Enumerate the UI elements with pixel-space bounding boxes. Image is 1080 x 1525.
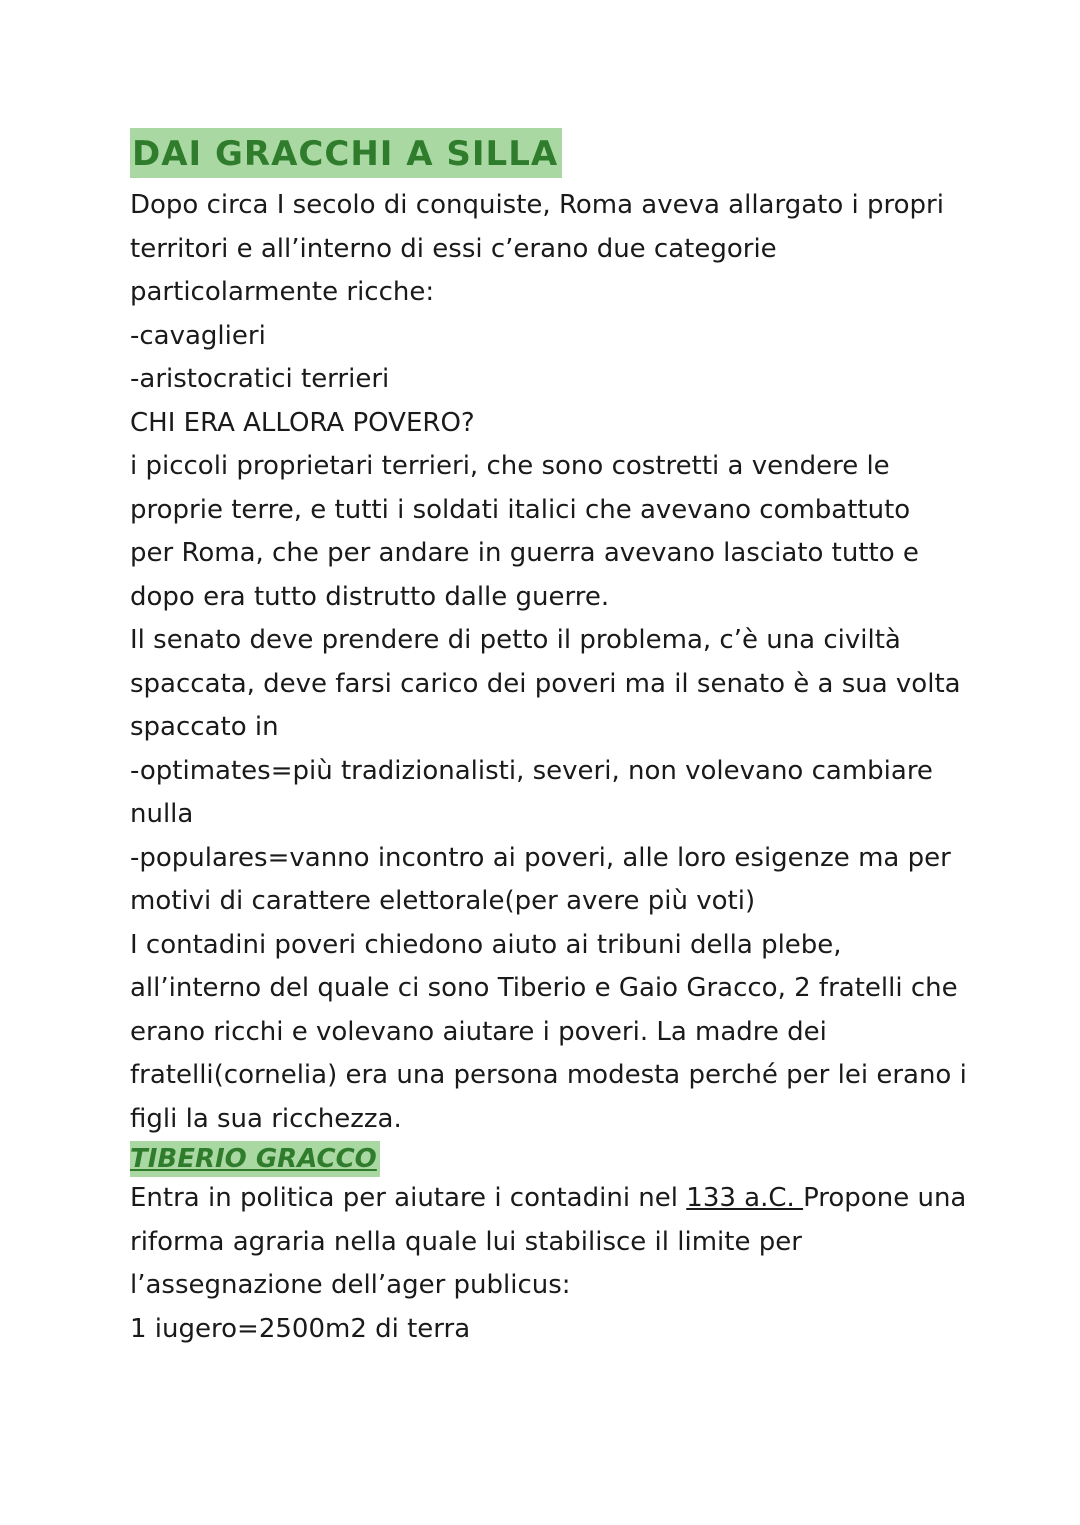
list-item-populares: -populares=vanno incontro ai poveri, alle loro esigenze ma per (130, 842, 951, 873)
question-heading: CHI ERA ALLORA POVERO? (130, 407, 475, 438)
date-underlined: 133 a.C. (686, 1183, 804, 1213)
text-line: territori e all’interno di essi c’erano due categorie (130, 233, 777, 264)
main-paragraph (130, 184, 967, 1141)
text-line: 1 iugero=2500m2 di terra (130, 1313, 471, 1344)
text-line: per Roma, che per andare in guerra avevano lasciato tutto e (130, 538, 919, 568)
list-item-aristocratici: -aristocratici terrieri (130, 364, 390, 394)
section-title-highlight (130, 1141, 380, 1177)
text-line: riforma agraria nella quale lui stabilisce il limite per (130, 1226, 802, 1257)
text-segment: Propone una (803, 1183, 967, 1213)
text-segment: Entra in politica per aiutare i contadini nel (130, 1183, 687, 1213)
text-line (130, 1177, 967, 1221)
section-title: TIBERIO GRACCO (130, 1144, 377, 1174)
text-line: proprie terre, e tutti i soldati italici che avevano combattuto (130, 494, 911, 525)
text-line: Dopo circa I secolo di conquiste, Roma aveva allargato i propri (130, 190, 944, 220)
text-line: erano ricchi e volevano aiutare i poveri. La madre dei (130, 1016, 827, 1047)
page-title: DAI GRACCHI A SILLA (132, 134, 559, 174)
text-line: dopo era tutto distrutto dalle guerre. (130, 581, 610, 612)
document-page (130, 128, 967, 1351)
text-line: l’assegnazione dell’ager publicus: (130, 1270, 571, 1300)
text-line: nulla (130, 799, 194, 829)
text-line: all’interno del quale ci sono Tiberio e Gaio Gracco, 2 fratelli che (130, 973, 958, 1003)
text-line: I contadini poveri chiedono aiuto ai tribuni della plebe, (130, 929, 842, 960)
text-line: i piccoli proprietari terrieri, che sono costretti a vendere le (130, 451, 890, 481)
text-line: fratelli(cornelia) era una persona modesta perché per lei erano i (130, 1060, 967, 1090)
text-line: Il senato deve prendere di petto il problema, c’è una civiltà (130, 625, 901, 655)
text-line: particolarmente ricche: (130, 277, 435, 307)
list-item-optimates: -optimates=più tradizionalisti, severi, non volevano cambiare (130, 755, 933, 786)
title-highlight (130, 128, 562, 178)
section-paragraph (130, 1177, 967, 1351)
text-line: figli la sua ricchezza. (130, 1103, 402, 1134)
text-line: spaccato in (130, 712, 279, 742)
list-item-cavaglieri: -cavaglieri (130, 320, 266, 351)
text-line: motivi di carattere elettorale(per avere più voti) (130, 886, 756, 916)
text-line: spaccata, deve farsi carico dei poveri ma il senato è a sua volta (130, 668, 961, 699)
